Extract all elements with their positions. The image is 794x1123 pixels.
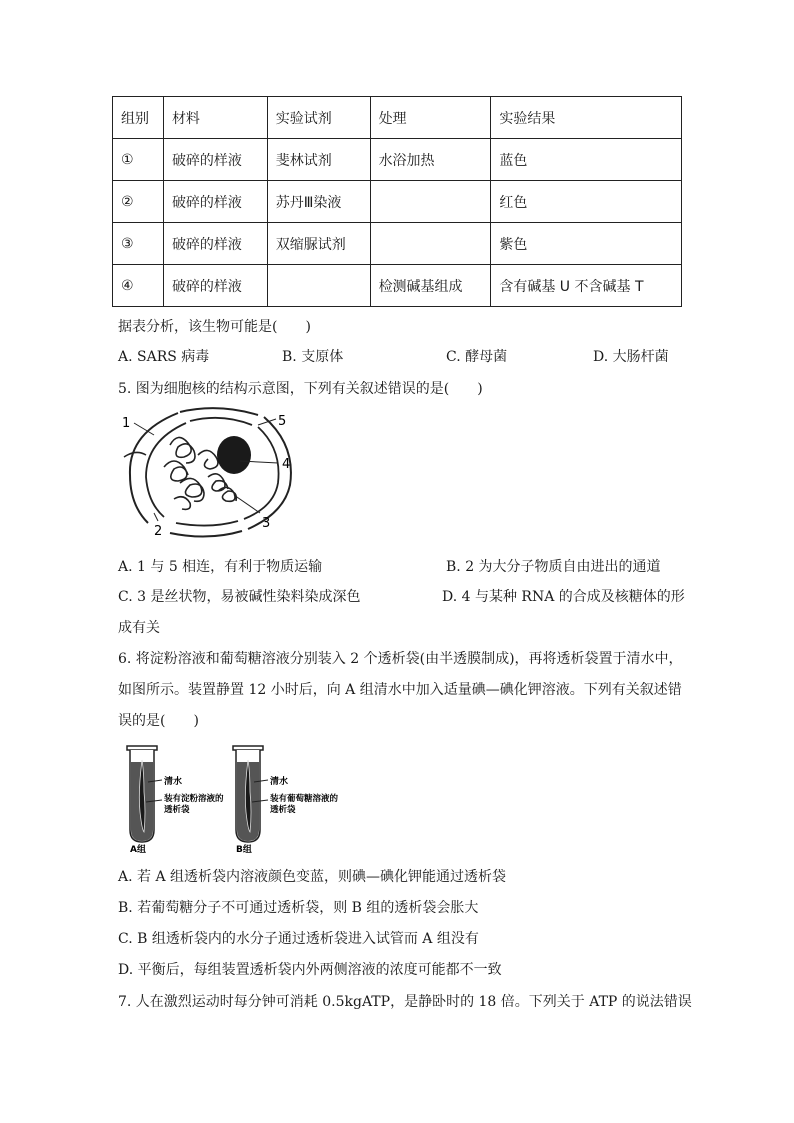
table-cell: 蓝色 — [491, 139, 682, 181]
tube-b-bag-label-2: 透析袋 — [270, 805, 296, 815]
q7-stem: 7. 人在激烈运动时每分钟可消耗 0.5kgATP，是静卧时的 18 倍。下列关于 ATP 的说法错误 — [118, 994, 692, 1010]
label-5: 5 — [278, 414, 287, 429]
outer-membrane-arc — [248, 417, 291, 529]
table-cell: ① — [113, 139, 164, 181]
q6-option-d: D. 平衡后，每组装置透析袋内外两侧溶液的浓度可能都不一致 — [118, 962, 502, 978]
table-cell: ② — [113, 181, 164, 223]
tube-b-bag-label: 装有葡萄糖溶液的 — [270, 794, 339, 804]
q4-option-d: D. 大肠杆菌 — [593, 349, 669, 365]
q6-stem-line2: 如图所示。装置静置 12 小时后，向 A 组清水中加入适量碘—碘化钾溶液。下列有关叙述错 — [118, 682, 682, 698]
table-cell — [370, 223, 491, 265]
leader-line — [234, 495, 260, 513]
q4-stem: 据表分析，该生物可能是( ) — [118, 319, 311, 335]
q6-option-b: B. 若葡萄糖分子不可通过透析袋，则 B 组的透析袋会胀大 — [118, 900, 479, 916]
table-header-cell: 实验试剂 — [267, 97, 370, 139]
q5-option-d-cont: 成有关 — [118, 620, 160, 636]
table-cell: 红色 — [491, 181, 682, 223]
tube-a — [127, 746, 157, 842]
table-cell: 苏丹Ⅲ染液 — [267, 181, 370, 223]
tube-b-water-label: 清水 — [270, 777, 289, 787]
experiment-table — [112, 96, 682, 307]
er-connection — [124, 452, 146, 457]
q6-option-c: C. B 组透析袋内的水分子通过透析袋进入试管而 A 组没有 — [118, 931, 479, 947]
table-header-cell: 材料 — [163, 97, 267, 139]
q4-option-b: B. 支原体 — [282, 349, 344, 365]
tube-b-group-label: B组 — [236, 845, 252, 854]
tube-a-bag-label-2: 透析袋 — [164, 805, 190, 815]
table-cell — [267, 265, 370, 307]
q5-option-d: D. 4 与某种 RNA 的合成及核糖体的形 — [442, 589, 685, 605]
table-header-cell: 处理 — [370, 97, 491, 139]
leader-line — [154, 513, 158, 521]
q5-stem: 5. 图为细胞核的结构示意图，下列有关叙述错误的是( ) — [118, 381, 483, 397]
table-cell: 含有碱基 U 不含碱基 T — [491, 265, 682, 307]
inner-membrane-arc — [190, 418, 252, 425]
table-header-cell: 组别 — [113, 97, 164, 139]
q6-stem-line1: 6. 将淀粉溶液和葡萄糖溶液分别装入 2 个透析袋(由半透膜制成)，再将透析袋置于清水中， — [118, 651, 683, 667]
table-cell: ③ — [113, 223, 164, 265]
tube-a-water-label: 清水 — [164, 777, 183, 787]
table-cell: 水浴加热 — [370, 139, 491, 181]
dialysis-figure — [116, 742, 356, 854]
table-row — [113, 139, 682, 181]
q4-option-c: C. 酵母菌 — [446, 349, 508, 365]
table-row — [113, 265, 682, 307]
label-1: 1 — [122, 416, 131, 431]
tube-b — [233, 746, 263, 842]
nucleus-diagram — [118, 405, 308, 545]
q5-option-b: B. 2 为大分子物质自由进出的通道 — [446, 559, 661, 575]
table-cell: 破碎的样液 — [163, 181, 267, 223]
table-cell: 斐林试剂 — [267, 139, 370, 181]
table-cell: ④ — [113, 265, 164, 307]
table-cell: 破碎的样液 — [163, 223, 267, 265]
label-4: 4 — [282, 457, 291, 472]
tube-a-bag-label: 装有淀粉溶液的 — [164, 794, 224, 804]
table-header-row — [113, 97, 682, 139]
table-row — [113, 223, 682, 265]
table-cell: 紫色 — [491, 223, 682, 265]
table-cell — [370, 181, 491, 223]
q4-option-a: A. SARS 病毒 — [118, 349, 210, 365]
label-3: 3 — [262, 516, 271, 531]
label-2: 2 — [154, 524, 163, 539]
table-cell: 破碎的样液 — [163, 265, 267, 307]
table-cell: 双缩脲试剂 — [267, 223, 370, 265]
q5-option-a: A. 1 与 5 相连，有利于物质运输 — [118, 559, 323, 575]
table-cell: 破碎的样液 — [163, 139, 267, 181]
outer-membrane-arc — [170, 531, 242, 537]
q6-option-a: A. 若 A 组透析袋内溶液颜色变蓝，则碘—碘化钾能通过透析袋 — [118, 869, 507, 885]
tube-a-group-label: A组 — [130, 845, 146, 854]
q5-option-c: C. 3 是丝状物，易被碱性染料染成深色 — [118, 589, 361, 605]
table-header-cell: 实验结果 — [491, 97, 682, 139]
nucleolus — [217, 436, 251, 474]
q6-stem-line3: 误的是( ) — [118, 713, 199, 729]
outer-membrane-arc — [180, 408, 258, 415]
inner-membrane-arc — [176, 521, 238, 526]
table-row — [113, 181, 682, 223]
table-cell: 检测碱基组成 — [370, 265, 491, 307]
